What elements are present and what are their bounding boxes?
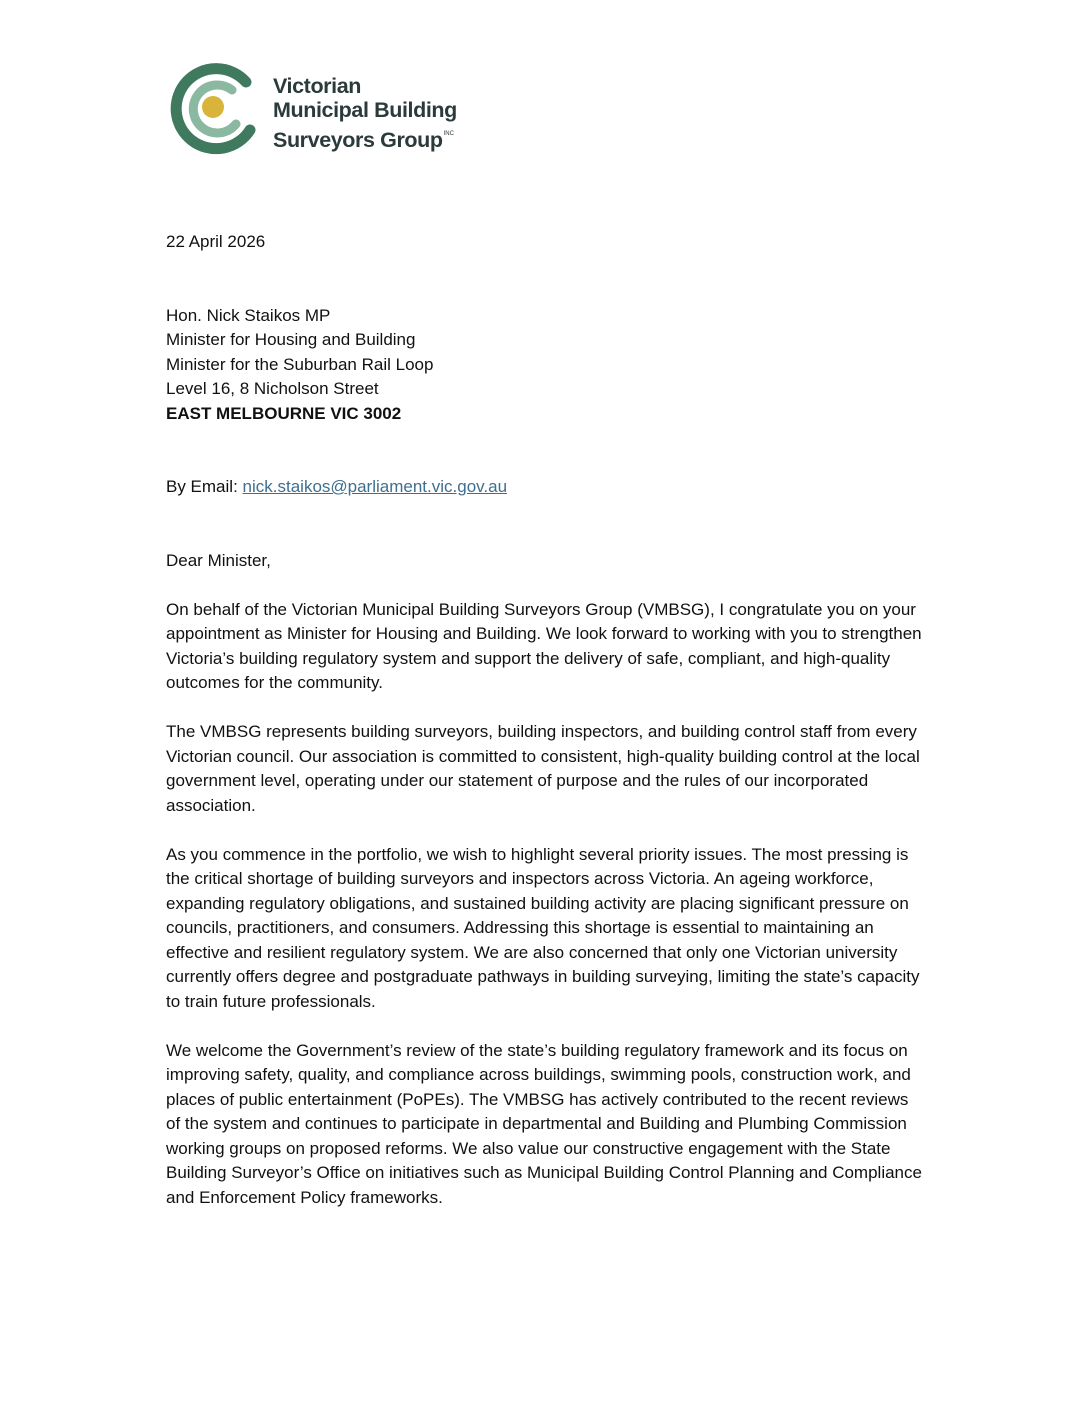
letter-body xyxy=(166,230,926,1235)
body-paragraph: As you commence in the portfolio, we wish to highlight several priority issues. The most pressing is the critical shortage of building surveyors and inspectors across Victoria. An ageing workforce, expanding regulatory obligations, and sustained building activity are placing significant pressure on councils, practitioners, and consumers. Addressing this shortage is essential to maintaining an effective and resilient regulatory system. We are also concerned that only one Victorian university currently offers degree and postgraduate pathways in building surveying, limiting the state’s capacity to train future professionals. xyxy=(166,844,920,1011)
email-label: By Email: xyxy=(166,477,243,496)
recipient-line: Minister for the Suburban Rail Loop xyxy=(166,354,434,374)
logo-ring-icon xyxy=(166,60,266,158)
recipient-line: Minister for Housing and Building xyxy=(166,330,416,349)
logo-suffix: INC xyxy=(443,131,454,137)
logo-line-1: Victorian xyxy=(273,74,362,98)
recipient-city: EAST MELBOURNE VIC 3002 xyxy=(166,403,402,423)
body-paragraph: We welcome the Government’s review of the state’s building regulatory framework and its focus on improving safety, quality, and compliance across buildings, swimming pools, construction work, and places of public entertainment (PoPEs). The VMBSG has actively contributed to the recent reviews of the system and continues to participate in departmental and Building and Plumbing Commission working groups on proposed reforms. We also value our constructive engagement with the State Building Surveyor’s Office on initiatives such as Municipal Building Control Planning and Compliance and Enforcement Policy frameworks. xyxy=(166,1040,922,1207)
body-paragraph: The VMBSG represents building surveyors, building inspectors, and building control staff from every Victorian council. Our association is committed to consistent, high-quality building control at the local government level, operating under our statement of purpose and the rules of our incorporated association. xyxy=(166,722,920,815)
recipient-line: Hon. Nick Staikos MP xyxy=(166,305,331,325)
vmbsg-logo xyxy=(166,60,486,158)
logo-wordmark xyxy=(273,74,457,152)
salutation: Dear Minister, xyxy=(166,550,271,570)
body-paragraph: On behalf of the Victorian Municipal Building Surveyors Group (VMBSG), I congratulate you on your appointment as Minister for Housing and Building. We look forward to working with you to strengthen Victoria’s building regulatory system and support the delivery of safe, compliant, and high-quality outcomes for the community. xyxy=(166,599,922,692)
recipient-address xyxy=(166,304,926,427)
logo-line-3 xyxy=(273,122,457,152)
logo-line-2: Municipal Building xyxy=(273,98,457,122)
logo-line-3-text: Surveyors Group xyxy=(273,128,443,152)
email-line xyxy=(166,475,926,500)
recipient-line: Level 16, 8 Nicholson Street xyxy=(166,379,379,398)
letter-date: 22 April 2026 xyxy=(166,232,266,251)
email-link[interactable]: nick.staikos@parliament.vic.gov.au xyxy=(242,477,508,496)
